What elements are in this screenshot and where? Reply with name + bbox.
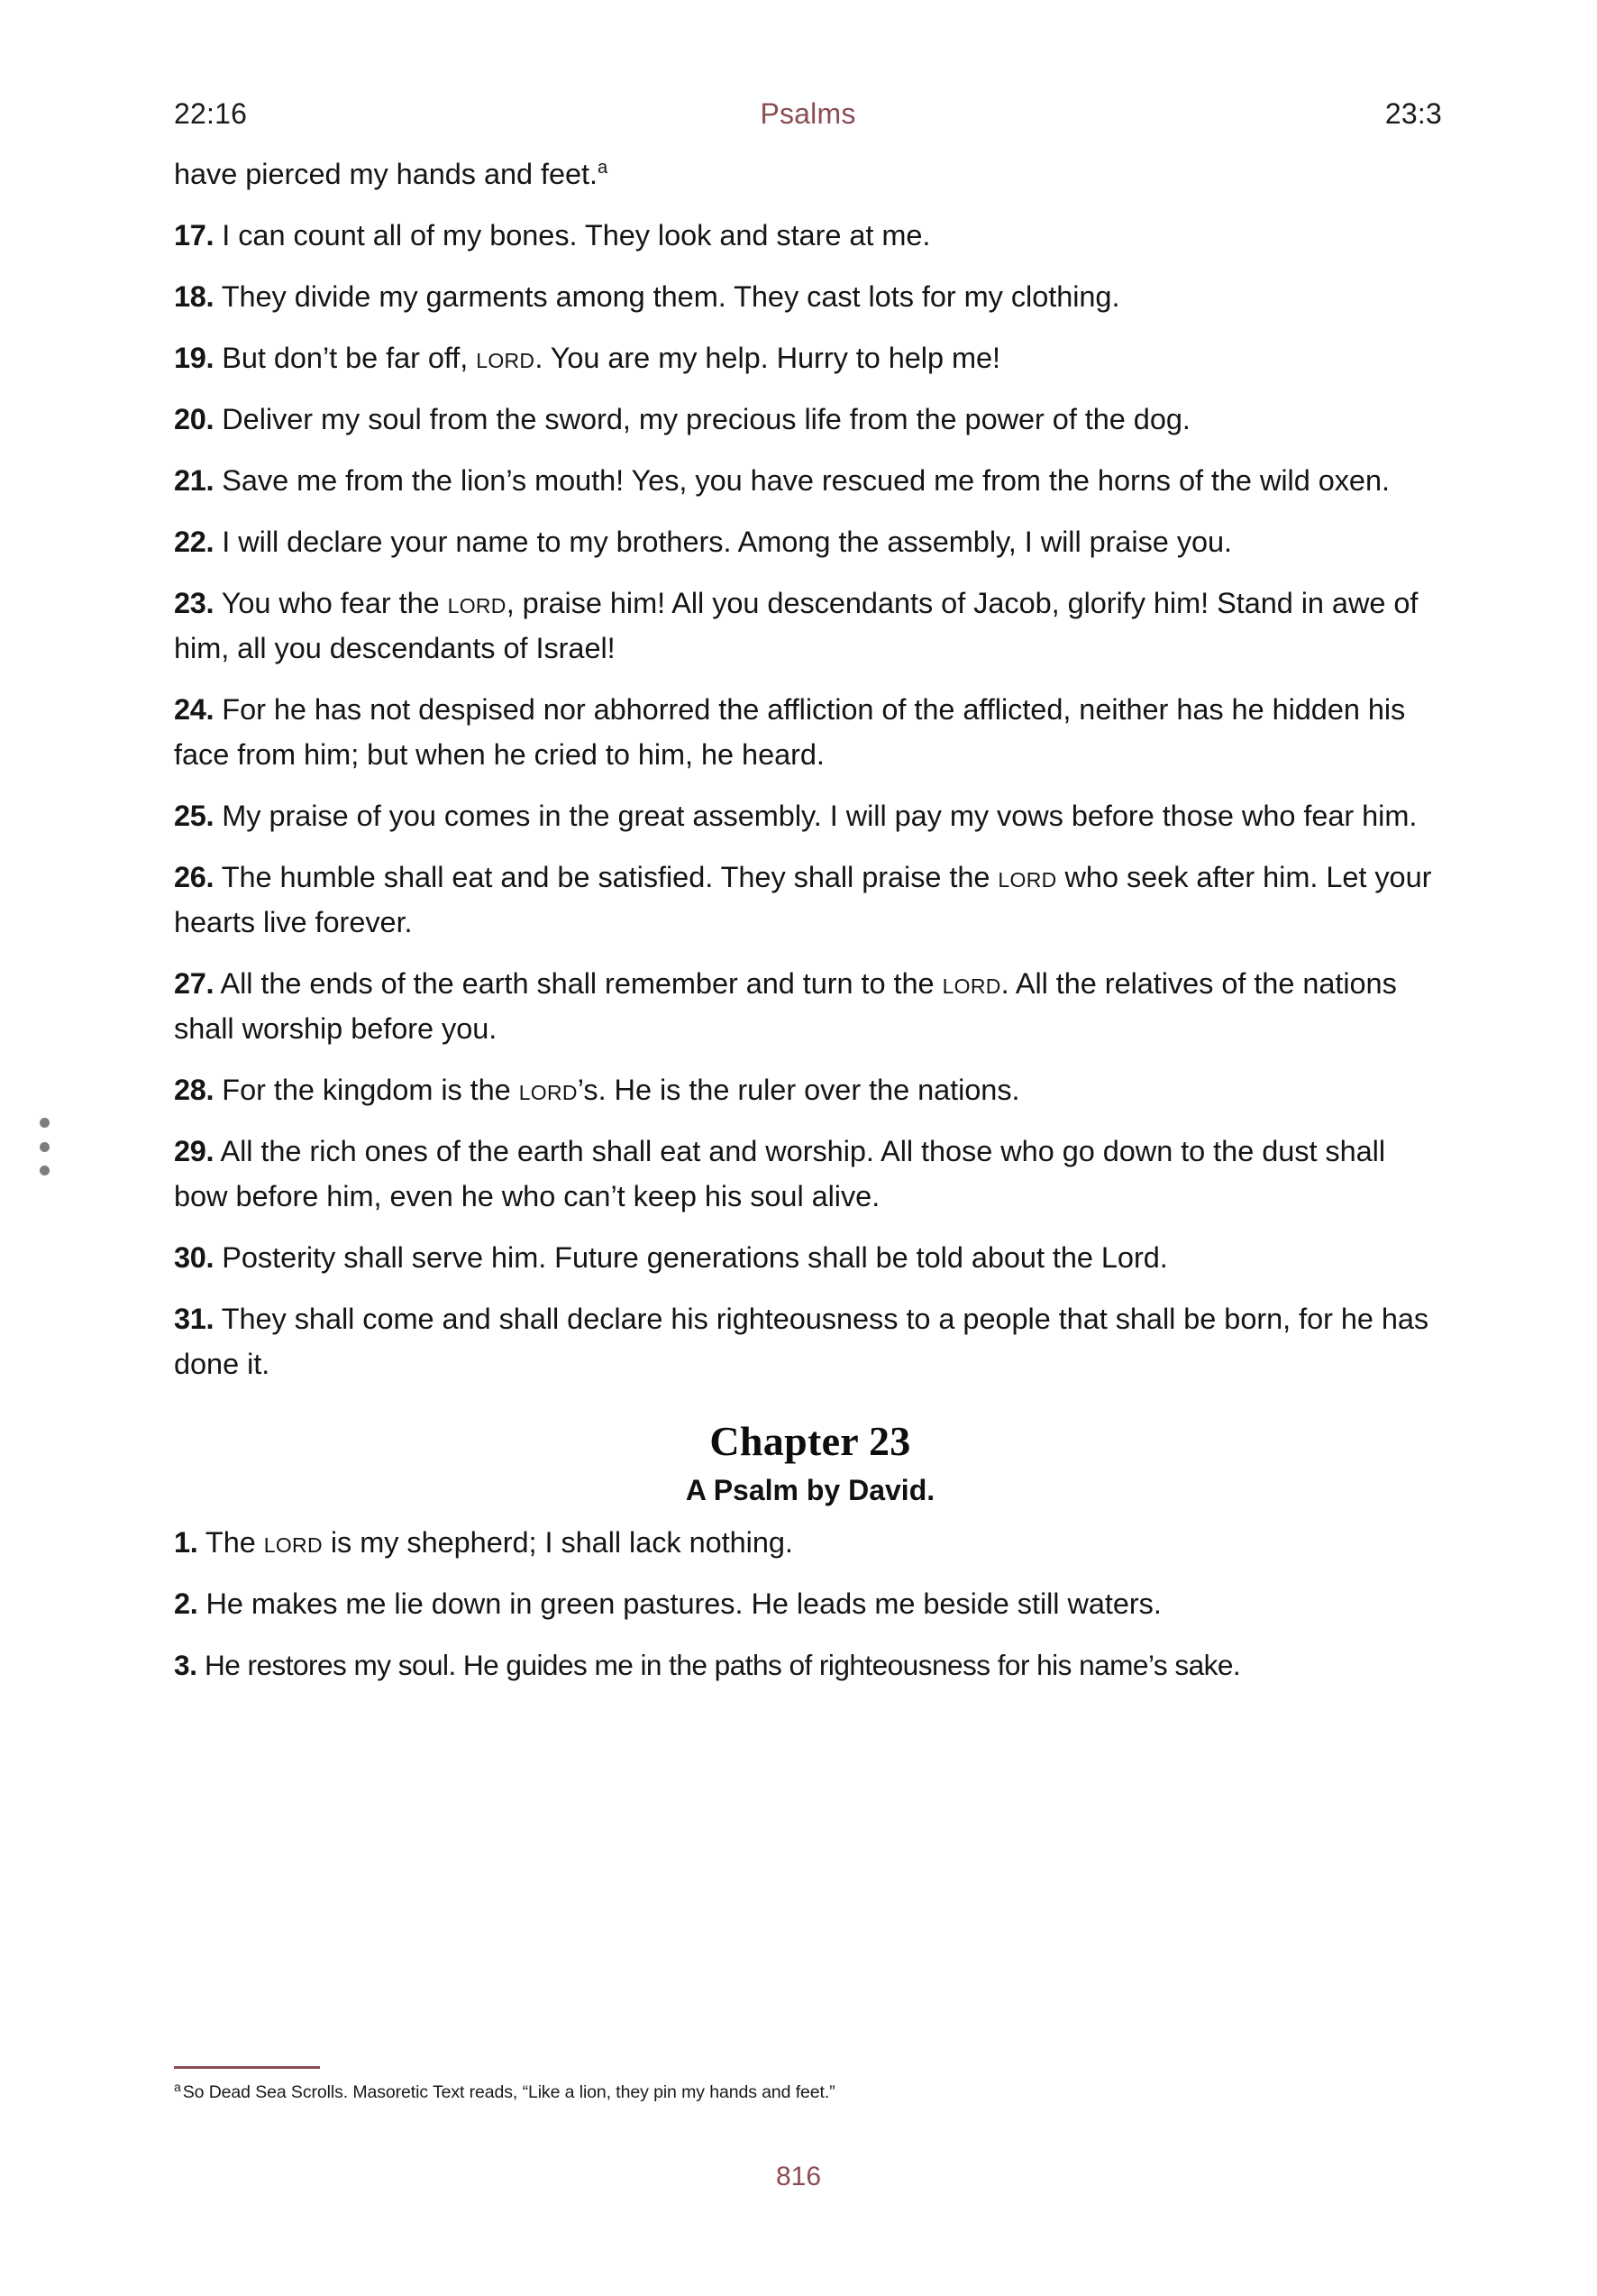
verse-number: 2. xyxy=(174,1587,198,1620)
verse-text-post: , praise him! All you descendants of Jacob, glorify him! Stand in awe of him, all you descendants of Israel! xyxy=(174,587,1419,664)
verse-number: 30. xyxy=(174,1241,214,1274)
carryover-text: have pierced my hands and feet. xyxy=(174,158,598,190)
verse-text-pre: The xyxy=(205,1526,264,1559)
verse-text-pre: Deliver my soul from the sword, my precious life from the power of the dog. xyxy=(222,403,1191,435)
verse-19 xyxy=(174,335,1446,380)
verse-text-pre: My praise of you comes in the great assembly. I will pay my vows before those who fear him. xyxy=(222,800,1418,832)
verse-text-pre: For the kingdom is the xyxy=(222,1074,519,1106)
verse-number: 29. xyxy=(174,1135,214,1167)
verse-28 xyxy=(174,1067,1446,1112)
verse-text-post: . You are my help. Hurry to help me! xyxy=(534,342,1001,374)
verse-text-pre: They shall come and shall declare his righteousness to a people that shall be born, for he has done it. xyxy=(174,1303,1429,1380)
verse-number: 23. xyxy=(174,587,214,619)
verse-number: 19. xyxy=(174,342,214,374)
verse-23 xyxy=(174,581,1446,671)
verse-21 xyxy=(174,458,1446,503)
kebab-menu-icon[interactable] xyxy=(37,1118,51,1175)
verse-number: 3. xyxy=(174,1649,197,1681)
footnote-marker: a xyxy=(174,2079,181,2094)
divine-name-smallcaps: lord xyxy=(998,861,1057,893)
chapter23-verse-3 xyxy=(174,1642,1446,1688)
divine-name-smallcaps: lord xyxy=(263,1526,323,1559)
chapter23-verse-1 xyxy=(174,1520,1446,1565)
carryover-line xyxy=(174,151,1446,197)
divine-name-smallcaps: lord xyxy=(518,1074,578,1106)
verse-number: 27. xyxy=(174,967,214,1000)
psalm-superscription: A Psalm by David. xyxy=(685,1474,935,1506)
verse-text-post: who seek after him. Let your hearts live forever. xyxy=(174,861,1432,938)
kebab-dot-2 xyxy=(40,1142,50,1152)
verse-number: 17. xyxy=(174,219,214,252)
verse-number: 20. xyxy=(174,403,214,435)
running-head xyxy=(174,97,1442,139)
verse-text-pre: But don’t be far off, xyxy=(222,342,477,374)
divine-name-smallcaps: lord xyxy=(942,967,1001,1000)
verse-number: 25. xyxy=(174,800,214,832)
verse-25 xyxy=(174,793,1446,838)
verse-27 xyxy=(174,961,1446,1051)
divine-name-smallcaps: lord xyxy=(447,587,506,619)
running-head-right-reference: 23:3 xyxy=(1384,97,1442,130)
verse-number: 24. xyxy=(174,693,214,726)
verse-text-pre: The humble shall eat and be satisfied. They shall praise the xyxy=(221,861,999,893)
verse-22 xyxy=(174,519,1446,564)
divine-name-smallcaps: lord xyxy=(476,342,535,374)
verse-30 xyxy=(174,1235,1446,1280)
verse-text-pre: Save me from the lion’s mouth! Yes, you have rescued me from the horns of the wild oxen. xyxy=(222,464,1390,497)
verse-20 xyxy=(174,397,1446,442)
verse-text-pre: I will declare your name to my brothers. Among the assembly, I will praise you. xyxy=(222,526,1233,558)
verse-26 xyxy=(174,855,1446,945)
verse-29 xyxy=(174,1129,1446,1219)
running-head-left-reference: 22:16 xyxy=(174,97,248,130)
verse-number: 26. xyxy=(174,861,214,893)
verse-text-pre: He restores my soul. He guides me in the paths of righteousness for his name’s sake. xyxy=(204,1649,1241,1681)
verse-text-pre: He makes me lie down in green pastures. He leads me beside still waters. xyxy=(205,1587,1162,1620)
verse-17 xyxy=(174,213,1446,258)
kebab-dot-3 xyxy=(40,1166,50,1175)
verse-text-pre: You who fear the xyxy=(221,587,448,619)
chapter-heading: Chapter 23 xyxy=(709,1418,911,1464)
verse-number: 1. xyxy=(174,1526,198,1559)
kebab-dot-1 xyxy=(40,1118,50,1128)
footnote-text xyxy=(174,2080,1446,2105)
footnote-reference-icon[interactable]: a xyxy=(598,158,608,178)
verse-text-post: ’s. He is the ruler over the nations. xyxy=(577,1074,1020,1106)
verse-18 xyxy=(174,274,1446,319)
verse-number: 28. xyxy=(174,1074,214,1106)
verse-number: 18. xyxy=(174,280,214,313)
verse-number: 22. xyxy=(174,526,214,558)
verse-31 xyxy=(174,1296,1446,1386)
verse-number: 31. xyxy=(174,1303,214,1335)
verse-text-post: . All the relatives of the nations shall worship before you. xyxy=(174,967,1397,1045)
verse-text-pre: I can count all of my bones. They look and stare at me. xyxy=(222,219,931,252)
footnote-body: So Dead Sea Scrolls. Masoretic Text reads, “Like a lion, they pin my hands and feet.” xyxy=(182,2082,835,2102)
verse-text-pre: They divide my garments among them. They cast lots for my clothing. xyxy=(221,280,1120,313)
verse-text-pre: For he has not despised nor abhorred the affliction of the afflicted, neither has he hidden his face from him; but when he cried to him, he heard. xyxy=(174,693,1406,771)
verse-text-post: is my shepherd; I shall lack nothing. xyxy=(322,1526,793,1559)
verse-text-pre: All the rich ones of the earth shall eat and worship. All those who go down to the dust shall bow before him, even he who can’t keep his soul alive. xyxy=(174,1135,1385,1212)
verse-number: 21. xyxy=(174,464,214,497)
footnote-block xyxy=(174,2066,1446,2105)
running-head-book-title: Psalms xyxy=(760,97,856,130)
text-column xyxy=(174,151,1446,1704)
footnote-separator-rule xyxy=(174,2066,320,2069)
verse-24 xyxy=(174,687,1446,777)
chapter23-verse-2 xyxy=(174,1581,1446,1626)
verse-text-pre: Posterity shall serve him. Future generations shall be told about the Lord. xyxy=(222,1241,1168,1274)
verse-text-pre: All the ends of the earth shall remember and turn to the xyxy=(220,967,943,1000)
page-number: 816 xyxy=(775,2162,822,2191)
